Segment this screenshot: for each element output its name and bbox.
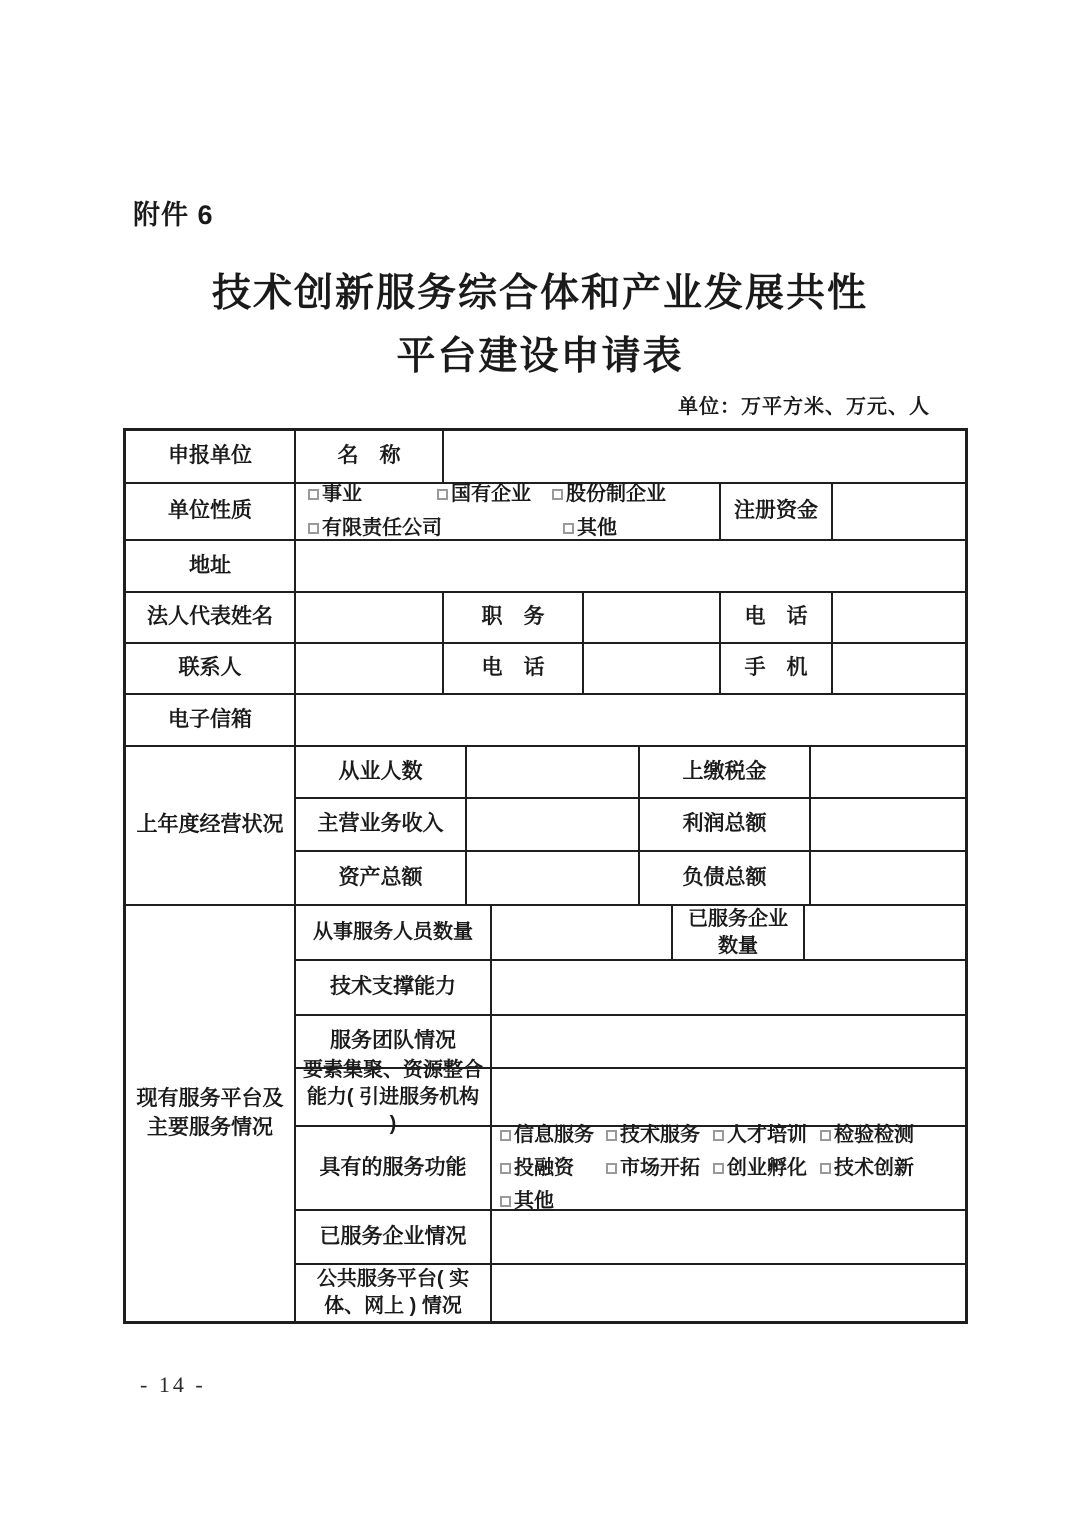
registered-capital-field[interactable] [833,484,965,539]
total-liabilities-label: 负债总额 [640,852,811,904]
platform-subrows [296,906,965,1321]
attachment-label: 附件 6 [133,200,214,230]
last-year-subrows [296,747,965,904]
total-assets-label: 资产总额 [296,852,467,904]
registered-capital-label: 注册资金 [721,484,833,539]
row-public-platform [296,1265,965,1321]
total-profit-field[interactable] [811,799,965,849]
served-enterprises-field[interactable] [492,1211,965,1263]
row-served-enterprises [296,1211,965,1265]
row-assets-liabilities [296,852,965,904]
checkbox-label: 技术创新 [834,1156,914,1179]
service-staff-field[interactable] [492,906,673,959]
checkbox-icon[interactable] [713,1130,724,1141]
checkbox-option-guoyou[interactable] [437,481,552,508]
service-team-field[interactable] [492,1016,965,1067]
checkbox-icon[interactable] [713,1163,724,1174]
contact-name-field[interactable] [296,644,444,693]
service-functions-grid [500,1122,961,1215]
service-functions-label: 具有的服务功能 [296,1127,492,1209]
served-enterprise-count-field[interactable] [805,906,965,959]
unit-nature-options [296,484,721,539]
address-field[interactable] [296,541,965,591]
address-label: 地址 [126,541,296,591]
total-profit-label: 利润总额 [640,799,811,849]
unit-note: 单位：万平方米、万元、人 [678,396,930,418]
served-enterprise-count-label: 已服务企业数量 [673,906,805,959]
title-line-1: 技术创新服务综合体和产业发展共性 [211,272,868,315]
checkbox-icon[interactable] [552,489,563,500]
checkbox-label: 国有企业 [451,483,531,505]
checkbox-label: 创业孵化 [727,1156,807,1179]
row-group-last-year [126,747,965,906]
checkbox-label: 有限责任公司 [322,517,442,539]
platform-section-label: 现有服务平台及主要服务情况 [126,906,296,1321]
unit-nature-label: 单位性质 [126,484,296,539]
resource-integration-label: 要素集聚、资源整合能力( 引进服务机构 ) [296,1069,492,1125]
applicant-name-label: 名 称 [296,431,444,482]
row-unit-nature [126,484,965,541]
document-title [0,262,1080,388]
checkbox-label: 人才培训 [727,1123,807,1146]
legal-rep-phone-label: 电 话 [721,593,833,642]
tax-paid-field[interactable] [811,747,965,797]
checkbox-icon[interactable] [563,523,574,534]
checkbox-label: 股份制企业 [566,483,666,505]
checkbox-option-jishuchuangxin[interactable] [820,1155,961,1182]
checkbox-label: 检验检测 [834,1123,914,1146]
tax-paid-label: 上缴税金 [640,747,811,797]
applicant-unit-label: 申报单位 [126,431,296,482]
employees-field[interactable] [467,747,640,797]
row-group-platform [126,906,965,1321]
main-revenue-field[interactable] [467,799,640,849]
checkbox-option-youxian[interactable] [308,515,563,542]
total-assets-field[interactable] [467,852,640,904]
legal-rep-duty-label: 职 务 [444,593,584,642]
legal-rep-phone-field[interactable] [833,593,965,642]
checkbox-icon[interactable] [606,1130,617,1141]
checkbox-label: 技术服务 [620,1123,700,1146]
applicant-name-field[interactable] [444,431,965,482]
checkbox-option-chuangyefuhua[interactable] [713,1155,820,1182]
public-platform-label: 公共服务平台( 实体、网上 ) 情况 [296,1265,492,1321]
resource-integration-field[interactable] [492,1069,965,1125]
row-contact [126,644,965,695]
unit-nature-options-line-1 [308,481,666,508]
email-label: 电子信箱 [126,695,296,745]
employees-label: 从业人数 [296,747,467,797]
tech-support-field[interactable] [492,961,965,1014]
checkbox-icon[interactable] [606,1163,617,1174]
served-enterprises-label: 已服务企业情况 [296,1211,492,1263]
contact-mobile-field[interactable] [833,644,965,693]
row-service-staff [296,906,965,961]
checkbox-label: 其他 [577,517,617,539]
total-liabilities-field[interactable] [811,852,965,904]
checkbox-icon[interactable] [308,489,319,500]
email-field[interactable] [296,695,965,745]
service-staff-label: 从事服务人员数量 [296,906,492,959]
title-line-2: 平台建设申请表 [396,335,684,379]
unit-nature-options-line-2 [308,515,617,542]
public-platform-field[interactable] [492,1265,965,1321]
contact-phone-label: 电 话 [444,644,584,693]
tech-support-label: 技术支撑能力 [296,961,492,1014]
contact-name-label: 联系人 [126,644,296,693]
checkbox-icon[interactable] [820,1130,831,1141]
checkbox-icon[interactable] [500,1130,511,1141]
checkbox-label: 事业 [322,483,362,505]
legal-rep-name-field[interactable] [296,593,444,642]
checkbox-icon[interactable] [437,489,448,500]
row-service-functions [296,1123,965,1212]
row-employees-tax [296,747,965,799]
checkbox-label: 市场开拓 [620,1156,700,1179]
row-revenue-profit [296,799,965,851]
checkbox-label: 投融资 [514,1156,574,1179]
checkbox-label: 其他 [514,1189,554,1212]
legal-rep-name-label: 法人代表姓名 [126,593,296,642]
legal-rep-duty-field[interactable] [584,593,721,642]
checkbox-option-shichangkaituo[interactable] [606,1155,713,1182]
checkbox-label: 信息服务 [514,1123,594,1146]
checkbox-option-gufenzhi[interactable] [552,481,666,508]
checkbox-option-rencaipeixun[interactable] [713,1122,820,1149]
checkbox-icon[interactable] [308,523,319,534]
checkbox-option-jishufuwu[interactable] [606,1122,713,1149]
row-legal-rep [126,593,965,644]
main-revenue-label: 主营业务收入 [296,799,467,849]
checkbox-option-tourongzi[interactable] [500,1155,606,1182]
checkbox-option-qita[interactable] [563,515,617,542]
service-team-label: 服务团队情况 [296,1016,492,1067]
checkbox-icon[interactable] [500,1163,511,1174]
contact-phone-field[interactable] [584,644,721,693]
service-functions-options [492,1123,965,1212]
page-number: - 14 - [140,1372,206,1397]
row-applicant [126,431,965,484]
row-tech-support [296,961,965,1016]
application-form-table [123,428,968,1324]
checkbox-option-jianyanjiance[interactable] [820,1122,961,1149]
checkbox-option-xinxifuwu[interactable] [500,1122,606,1149]
row-email [126,695,965,747]
last-year-label: 上年度经营状况 [126,747,296,904]
row-address [126,541,965,593]
checkbox-option-shiye[interactable] [308,481,437,508]
checkbox-icon[interactable] [500,1196,511,1207]
checkbox-icon[interactable] [820,1163,831,1174]
contact-mobile-label: 手 机 [721,644,833,693]
